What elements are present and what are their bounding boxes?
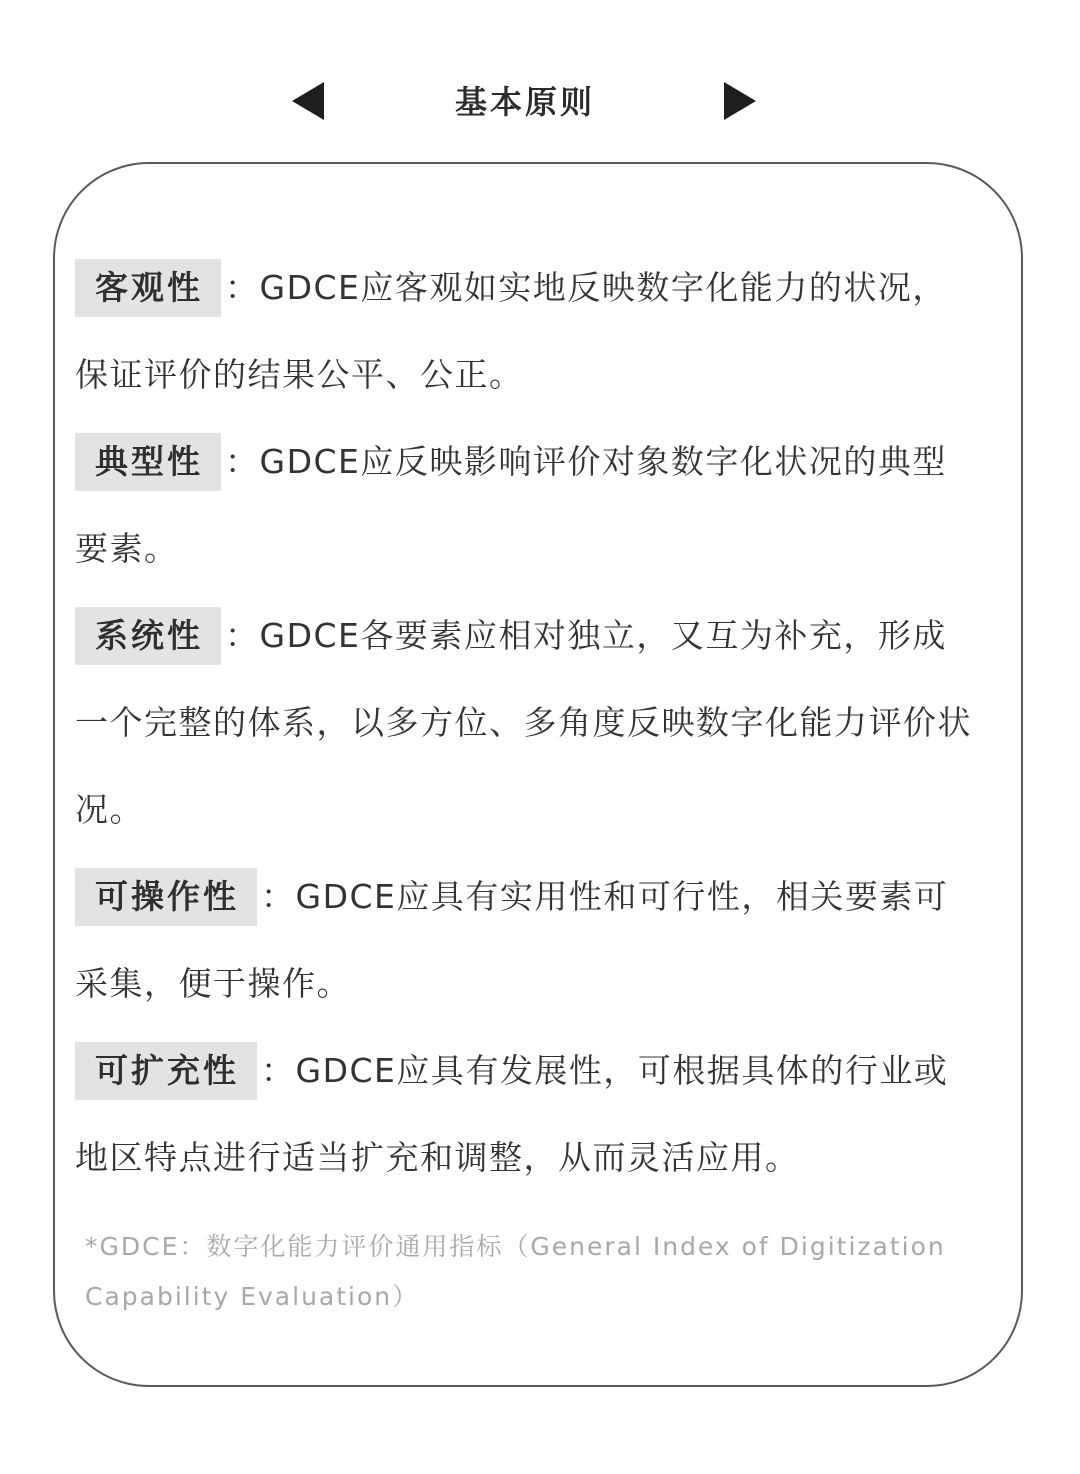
previous-arrow-icon[interactable]	[292, 82, 324, 120]
principle-item-operability	[75, 853, 975, 1027]
principle-term: 系统性	[75, 607, 221, 665]
principle-term: 可扩充性	[75, 1042, 257, 1100]
next-arrow-icon[interactable]	[724, 82, 756, 120]
header	[0, 72, 1080, 132]
principle-term: 客观性	[75, 259, 221, 317]
principles-list	[75, 244, 975, 1201]
principle-term: 可操作性	[75, 868, 257, 926]
principle-description: ：GDCE应反映影响评价对象数字化状况的典型要素。	[75, 442, 947, 568]
page-title: 基本原则	[454, 83, 595, 121]
principle-item-systematicness	[75, 592, 975, 853]
principle-description: ：GDCE应客观如实地反映数字化能力的状况，保证评价的结果公平、公正。	[75, 268, 947, 394]
principle-term: 典型性	[75, 433, 221, 491]
principle-description: ：GDCE各要素应相对独立，又互为补充，形成一个完整的体系，以多方位、多角度反映数字化能力评价状况。	[75, 616, 972, 829]
principles-card	[53, 162, 1023, 1387]
principle-item-extensibility	[75, 1027, 975, 1201]
principle-item-objectivity	[75, 244, 975, 418]
principle-description: ：GDCE应具有实用性和可行性，相关要素可采集，便于操作。	[75, 877, 949, 1003]
principle-item-typicality	[75, 418, 975, 592]
principle-description: ：GDCE应具有发展性，可根据具体的行业或地区特点进行适当扩充和调整，从而灵活应用。	[75, 1051, 949, 1177]
footnote: *GDCE：数字化能力评价通用指标（General Index of Digitization Capability Evaluation）	[85, 1232, 946, 1311]
